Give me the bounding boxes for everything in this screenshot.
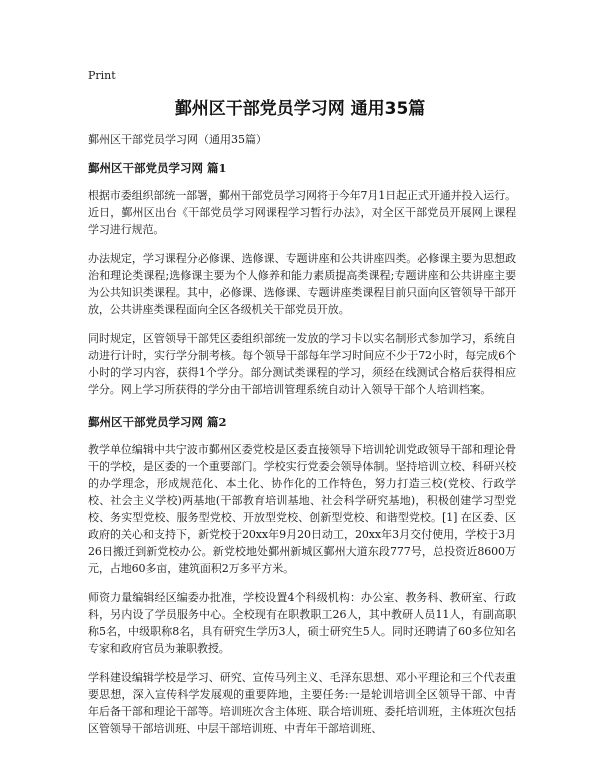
page-title: 鄞州区干部党员学习网 通用35篇 — [174, 99, 426, 119]
paragraph: 根据市委组织部统一部署，鄞州干部党员学习网将于今年7月1日起正式开通并投入运行。近日，鄞州区出台《干部党员学习网课程学习暂行办法》，对全区干部党员开展网上课程学习进行规范。 — [88, 189, 516, 236]
paragraph: 同时规定，区管领导干部凭区委组织部统一发放的学习卡以实名制形式参加学习，系统自动进行计时，实行学分制考核。每个领导干部每年学习时间应不少于72小时，每完成6个小时的学习内容，获得1个学分。部分测试类课程的学习，须经在线测试合格后获得相应学分。网上学习所获得的学分由干部培训管理系统自动计入领导干部个人培训档案。 — [88, 332, 516, 396]
section-heading-1: 鄞州区干部党员学习网 篇1 — [88, 161, 227, 175]
section-heading-2: 鄞州区干部党员学习网 篇2 — [88, 415, 227, 429]
paragraph: 办法规定，学习课程分必修课、选修课、专题讲座和公共讲座四类。必修课主要为思想政治和理论类课程;选修课主要为个人修养和能力素质提高类课程;专题讲座和公共讲座主要为公共知识类课程。其中，必修课、选修课、专题讲座类课程目前只面向区管领导干部开放，公共讲座类课程面向全区各级机关干部党员开放。 — [88, 252, 516, 316]
document-subtitle: 鄞州区干部党员学习网（通用35篇） — [88, 133, 267, 146]
document-body — [88, 131, 516, 749]
paragraph: 教学单位编辑中共宁波市鄞州区委党校是区委直接领导下培训轮训党政领导干部和理论骨干的学校，是区委的一个重要部门。学校实行党委会领导体制。坚持培训立校、科研兴校的办学理念，形成规范化、本土化、协作化的工作特色，努力打造三校(党校、行政学校、社会主义学校)两基地(干部教育培训基地、社会科学研究基地)，积极创建学习型党校、务实型党校、服务型党校、开放型党校、创新型党校、和谐型党校。[1] 在区委、区政府的关心和支持下，新党校于20xx年9月20日动工，20xx年3月交付使用，学校于3月26日搬迁到新党校办公。新党校地处鄞州新城区鄞州大道东段777号，总投资近8600万元，占地60多亩，建筑面积2万多平方米。 — [88, 443, 516, 575]
paragraph: 师资力量编辑经区编委办批准，学校设置4个科级机构：办公室、教务科、教研室、行政科，另内设了学员服务中心。全校现有在职教职工26人，其中教研人员11人，有副高职称5名，中级职称8名，具有研究生学历3人，硕士研究生5人。同时还聘请了60多位知名专家和政府官员为兼职教授。 — [88, 591, 516, 655]
print-link[interactable]: Print — [88, 69, 116, 82]
paragraph: 学科建设编辑学校是学习、研究、宣传马列主义、毛泽东思想、邓小平理论和三个代表重要思想，深入宣传科学发展观的重要阵地，主要任务:一是轮训培训全区领导干部、中青年后备干部和理论干部等。培训班次含主体班、联合培训班、委托培训班，主体班次包括区管领导干部培训班、中层干部培训班、中青年干部培训班、 — [88, 671, 516, 735]
